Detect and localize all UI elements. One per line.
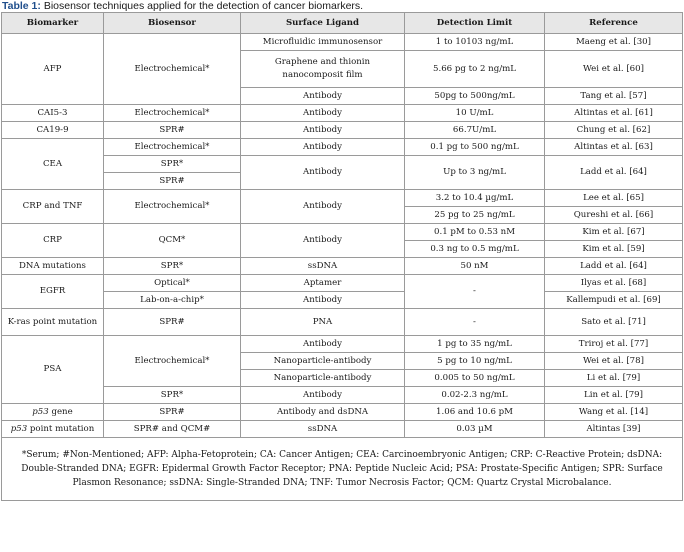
header-reference: Reference [545,13,683,34]
reference-cell: Altintas et al. [63] [545,139,683,156]
ligand-cell: Microfluidic immunosensor [241,34,405,51]
reference-cell: Wei et al. [60] [545,51,683,88]
header-biomarker: Biomarker [2,13,104,34]
biomarker-suffix: gene [48,406,73,417]
table-row [2,292,683,309]
reference-cell: Altintas et al. [61] [545,105,683,122]
ligand-cell: ssDNA [241,421,405,438]
header-surface-ligand: Surface Ligand [241,13,405,34]
biomarker-cell: CRP [2,224,104,258]
biomarker-cell: PSA [2,336,104,404]
caption-label: Table 1: [2,0,41,12]
biomarker-cell: CRP and TNF [2,190,104,224]
biosensor-cell: Optical* [104,275,241,292]
reference-cell: Wei et al. [78] [545,353,683,370]
table-row [2,139,683,156]
reference-cell: Maeng et al. [30] [545,34,683,51]
table-row [2,387,683,404]
ligand-cell: ssDNA [241,258,405,275]
ligand-cell: Nanoparticle-antibody [241,370,405,387]
ligand-cell: PNA [241,309,405,336]
biomarker-italic: p53 [10,423,28,434]
table-caption [2,0,363,12]
biomarker-cell: CA19-9 [2,122,104,139]
ligand-cell: Antibody [241,292,405,309]
table-row [2,34,683,51]
table-row [2,421,683,438]
ligand-cell: Aptamer [241,275,405,292]
ligand-cell: Antibody [241,336,405,353]
biosensor-cell: Electrochemical* [104,34,241,105]
table-row [2,190,683,207]
limit-cell: 0.005 to 50 ng/mL [405,370,545,387]
limit-cell: - [405,309,545,336]
ligand-cell: Antibody [241,139,405,156]
limit-cell: 1 pg to 35 ng/mL [405,336,545,353]
biomarker-cell: AFP [2,34,104,105]
limit-cell: 25 pg to 25 ng/mL [405,207,545,224]
header-biosensor: Biosensor [104,13,241,34]
biosensor-table [1,12,683,501]
biomarker-italic: p53 [32,406,49,417]
reference-cell: Triroj et al. [77] [545,336,683,353]
biosensor-cell: SPR* [104,387,241,404]
table-row [2,336,683,353]
biomarker-cell: K-ras point mutation [2,309,104,336]
ligand-cell: Antibody [241,190,405,224]
ligand-cell: Nanoparticle-antibody [241,353,405,370]
ligand-cell: Antibody [241,105,405,122]
biosensor-cell: SPR* [104,156,241,173]
table-row [2,404,683,421]
limit-cell: 1 to 10103 ng/mL [405,34,545,51]
biomarker-cell: DNA mutations [2,258,104,275]
limit-cell: 0.02-2.3 ng/mL [405,387,545,404]
table-row [2,309,683,336]
table-footnote: *Serum; #Non-Mentioned; AFP: Alpha-Fetoprotein; CA: Cancer Antigen; CEA: Carcinoembryonic Antigen; CRP: C-Reactive Protein; dsDNA: Double-Stranded DNA; EGFR: Epidermal Growth Factor Receptor; PNA: Peptide Nucleic Acid; PSA: Prostate-Specific Antigen; SPR: Surface Plasmon Resonance; ssDNA: Single-Stranded DNA; TNF: Tumor Necrosis Factor; QCM: Quartz Crystal Microbalance. [2,438,683,501]
limit-cell: 0.03 µM [405,421,545,438]
biosensor-cell: SPR# [104,173,241,190]
ligand-cell: Antibody [241,156,405,190]
limit-cell: 0.1 pg to 500 ng/mL [405,139,545,156]
reference-cell: Sato et al. [71] [545,309,683,336]
ligand-cell: Antibody [241,224,405,258]
reference-cell: Kim et al. [59] [545,241,683,258]
table-row [2,224,683,241]
biomarker-cell [2,404,104,421]
biomarker-suffix: point mutation [27,423,95,434]
reference-cell: Chung et al. [62] [545,122,683,139]
reference-cell: Kim et al. [67] [545,224,683,241]
limit-cell: 66.7U/mL [405,122,545,139]
limit-cell: 0.1 pM to 0.53 nM [405,224,545,241]
reference-cell: Wang et al. [14] [545,404,683,421]
biosensor-cell: Electrochemical* [104,139,241,156]
biosensor-cell: SPR# [104,404,241,421]
table-row [2,275,683,292]
reference-cell: Tang et al. [57] [545,88,683,105]
reference-cell: Li et al. [79] [545,370,683,387]
biosensor-cell: SPR# [104,122,241,139]
biomarker-cell: CAI5-3 [2,105,104,122]
biosensor-cell: SPR# and QCM# [104,421,241,438]
footnote-row [2,438,683,501]
limit-cell: 50pg to 500ng/mL [405,88,545,105]
reference-cell: Lee et al. [65] [545,190,683,207]
biosensor-cell: QCM* [104,224,241,258]
biosensor-cell: Electrochemical* [104,190,241,224]
table-row [2,258,683,275]
limit-cell: 50 nM [405,258,545,275]
reference-cell: Altintas [39] [545,421,683,438]
ligand-cell: Antibody [241,88,405,105]
reference-cell: Ladd et al. [64] [545,258,683,275]
biosensor-cell: Lab-on-a-chip* [104,292,241,309]
biomarker-cell: CEA [2,139,104,190]
reference-cell: Kallempudi et al. [69] [545,292,683,309]
limit-cell: 5.66 pg to 2 ng/mL [405,51,545,88]
header-row [2,13,683,34]
reference-cell: Qureshi et al. [66] [545,207,683,224]
biomarker-cell: EGFR [2,275,104,309]
biosensor-cell: SPR# [104,309,241,336]
ligand-cell: Graphene and thionin nanocomposit film [241,51,405,88]
biosensor-cell: Electrochemical* [104,336,241,387]
biomarker-cell [2,421,104,438]
ligand-cell: Antibody [241,122,405,139]
limit-cell: 3.2 to 10.4 µg/mL [405,190,545,207]
limit-cell: 10 U/mL [405,105,545,122]
table-row [2,105,683,122]
reference-cell: Ladd et al. [64] [545,156,683,190]
table-row [2,156,683,173]
biosensor-cell: SPR* [104,258,241,275]
limit-cell: 0.3 ng to 0.5 mg/mL [405,241,545,258]
limit-cell: 5 pg to 10 ng/mL [405,353,545,370]
reference-cell: Lin et al. [79] [545,387,683,404]
header-detection-limit: Detection Limit [405,13,545,34]
reference-cell: Ilyas et al. [68] [545,275,683,292]
biosensor-cell: Electrochemical* [104,105,241,122]
caption-text: Biosensor techniques applied for the detection of cancer biomarkers. [40,0,364,12]
limit-cell: 1.06 and 10.6 pM [405,404,545,421]
table-row [2,122,683,139]
limit-cell: Up to 3 ng/mL [405,156,545,190]
ligand-cell: Antibody [241,387,405,404]
ligand-cell: Antibody and dsDNA [241,404,405,421]
limit-cell: - [405,275,545,309]
